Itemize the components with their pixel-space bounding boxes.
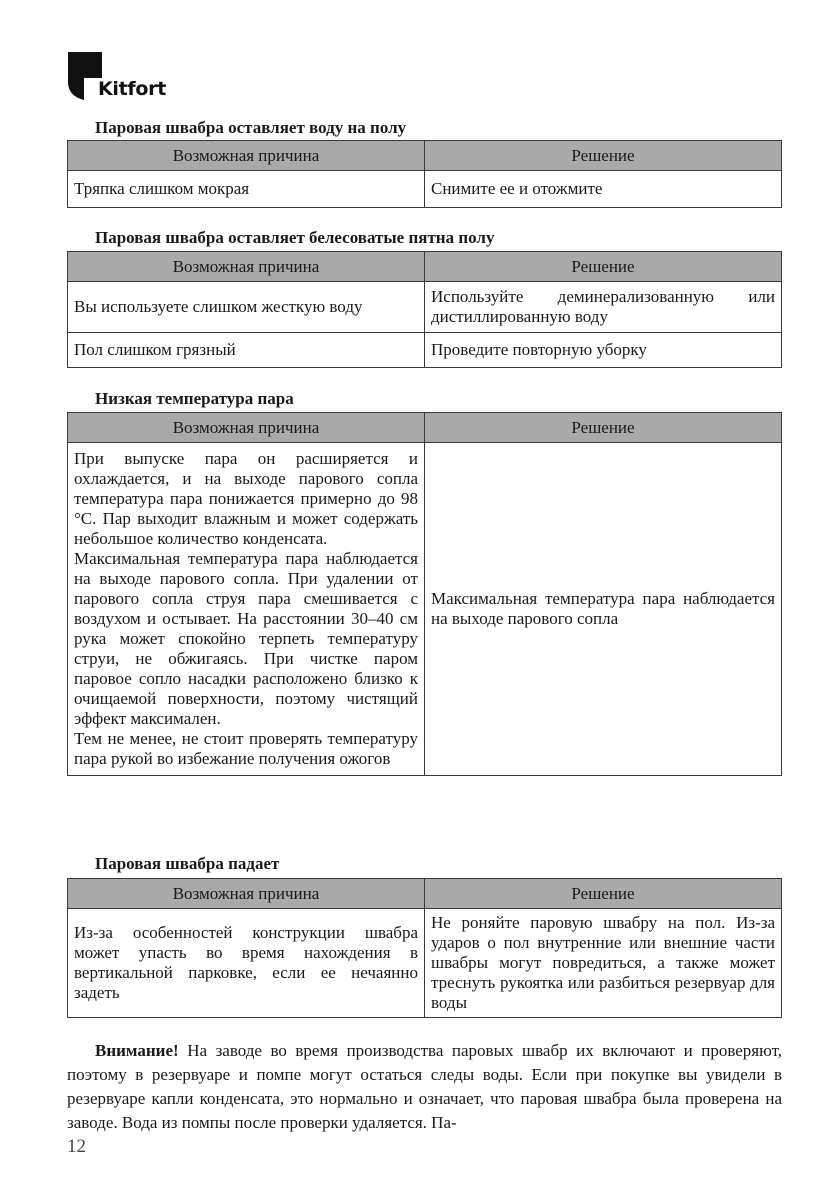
troubleshooting-table (67, 878, 782, 1018)
cause-cell: При выпуске пара он расширяется и охлаждается, и на выходе парового сопла температура пара понижается примерно до 98 °С. Пар выходит влажным и может содержать небольшое количество конденсата. Максимальная температура пара наблюдается на выходе парового сопла. При удалении от парового сопла струя пара смешивается с воздухом и остывает. На расстоянии 30–40 см рука может спокойно терпеть температуру струи, не обжигаясь. При чистке паром паровое сопло насадки расположено близко к очищаемой поверхности, поэтому чистящий эффект максимален. Тем не менее, не стоит проверять температуру пара рукой во избежание получения ожогов (68, 443, 425, 776)
cause-cell: Пол слишком грязный (68, 333, 425, 368)
solution-cell: Максимальная температура пара наблюдается на выходе парового сопла (425, 443, 782, 776)
section-title: Паровая швабра оставляет белесоватые пятна полу (95, 228, 495, 247)
kitfort-logo (68, 52, 178, 102)
table-header-row (68, 413, 782, 443)
table-row (68, 909, 782, 1018)
attention-note (67, 1039, 782, 1135)
column-header-cause: Возможная причина (68, 252, 425, 282)
cause-cell: Тряпка слишком мокрая (68, 171, 425, 208)
table-header-row (68, 141, 782, 171)
table-header-row (68, 879, 782, 909)
table-row (68, 443, 782, 776)
solution-cell: Используйте деминерализованную или дистиллированную воду (425, 282, 782, 333)
column-header-solution: Решение (425, 252, 782, 282)
table-row (68, 171, 782, 208)
solution-cell: Не роняйте паровую швабру на пол. Из-за ударов о пол внутренние или внешние части швабры могут повредиться, а также может треснуть рукоятка или разбиться резервуар для воды (425, 909, 782, 1018)
troubleshooting-table (67, 251, 782, 368)
column-header-cause: Возможная причина (68, 413, 425, 443)
page-number: 12 (67, 1136, 86, 1157)
cause-cell: Из-за особенностей конструкции швабра может упасть во время нахождения в вертикальной парковке, если ее нечаянно задеть (68, 909, 425, 1018)
table-row (68, 282, 782, 333)
troubleshooting-table (67, 140, 782, 208)
column-header-solution: Решение (425, 413, 782, 443)
column-header-cause: Возможная причина (68, 879, 425, 909)
table-header-row (68, 252, 782, 282)
attention-label: Внимание! (95, 1041, 179, 1060)
column-header-solution: Решение (425, 879, 782, 909)
troubleshooting-table (67, 412, 782, 776)
section-title: Паровая швабра оставляет воду на полу (95, 118, 407, 137)
kitfort-logo-mark (68, 52, 102, 100)
brand-name: Kitfort (98, 78, 166, 100)
table-row (68, 333, 782, 368)
column-header-cause: Возможная причина (68, 141, 425, 171)
section-title: Паровая швабра падает (95, 854, 280, 873)
section-title: Низкая температура пара (95, 389, 294, 408)
solution-cell: Проведите повторную уборку (425, 333, 782, 368)
column-header-solution: Решение (425, 141, 782, 171)
attention-text: На заводе во время производства паровых швабр их включают и проверяют, поэтому в резервуаре и помпе могут остаться следы воды. Если при покупке вы увидели в резервуаре капли конденсата, это нормально и означает, что паровая швабра была проверена на заводе. Вода из помпы после проверки удаляется. Па- (67, 1041, 782, 1132)
cause-cell: Вы используете слишком жесткую воду (68, 282, 425, 333)
solution-cell: Снимите ее и отожмите (425, 171, 782, 208)
